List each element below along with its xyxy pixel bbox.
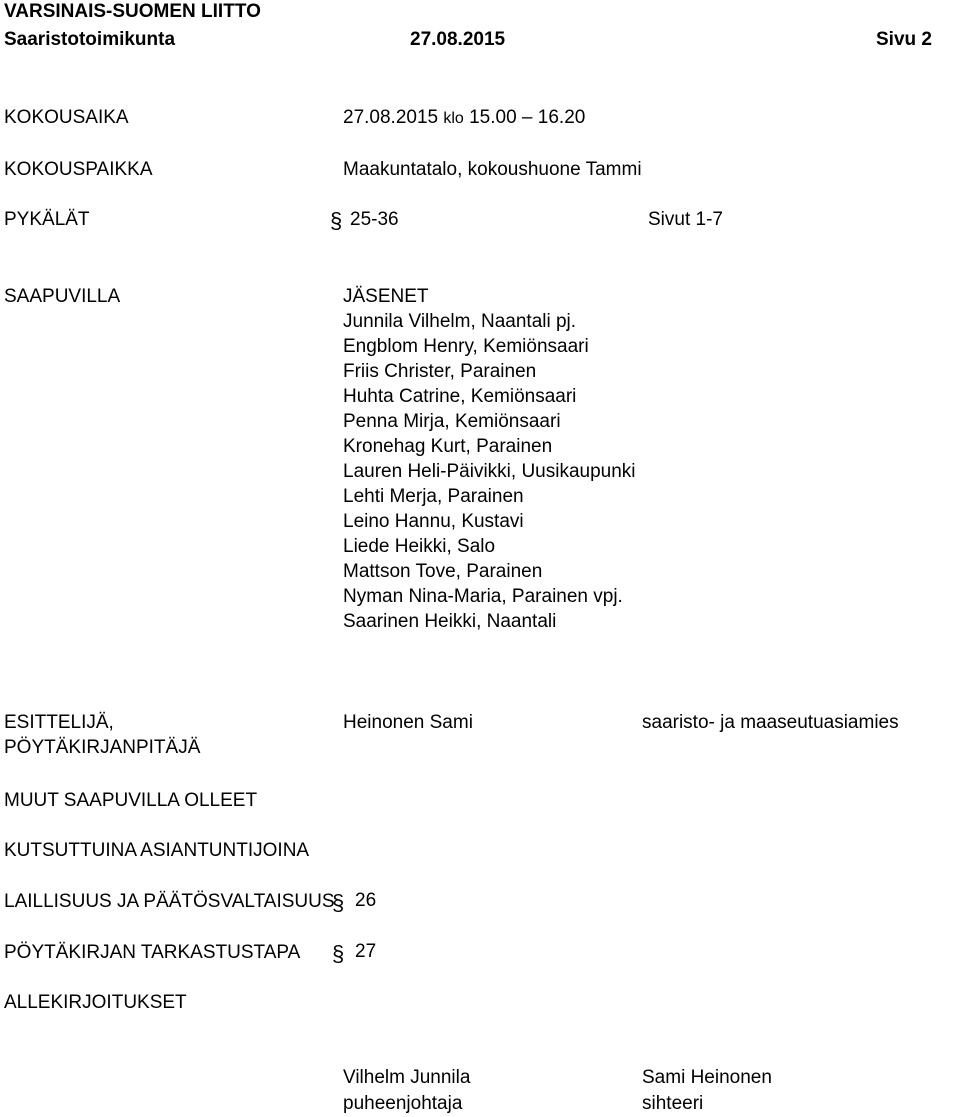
legality-label: LAILLISUUS JA PÄÄTÖSVALTAISUUS — [4, 891, 335, 912]
section-sign-icon: § — [332, 941, 345, 966]
member-item: Saarinen Heikki, Naantali — [343, 611, 557, 632]
member-list — [343, 309, 636, 634]
member-item: Lauren Heli-Päivikki, Uusikaupunki — [343, 461, 636, 482]
member-item: Friis Christer, Parainen — [343, 361, 537, 382]
pages-value: Sivut 1-7 — [648, 209, 723, 230]
member-item: Leino Hannu, Kustavi — [343, 511, 524, 532]
meeting-time-label: KOKOUSAIKA — [4, 107, 129, 128]
secretary-role: sihteeri — [642, 1093, 704, 1114]
review-ref: 27 — [355, 941, 377, 962]
member-item: Kronehag Kurt, Parainen — [343, 436, 553, 457]
meeting-date: 27.08.2015 — [343, 107, 439, 128]
sections-label: PYKÄLÄT — [4, 209, 90, 230]
members-title: JÄSENET — [343, 286, 429, 307]
presenter-label-line1: ESITTELIJÄ, — [4, 712, 114, 733]
member-item: Liede Heikki, Salo — [343, 536, 496, 557]
member-item: Engblom Henry, Kemiönsaari — [343, 336, 589, 357]
header-date: 27.08.2015 — [410, 29, 506, 50]
member-item: Junnila Vilhelm, Naantali pj. — [343, 311, 577, 332]
signatures-label: ALLEKIRJOITUKSET — [4, 992, 187, 1013]
section-sign-icon: § — [330, 208, 343, 233]
org-name: VARSINAIS-SUOMEN LIITTO — [4, 1, 261, 22]
member-item: Nyman Nina-Maria, Parainen vpj. — [343, 586, 623, 607]
sections-value: 25-36 — [350, 209, 399, 230]
meeting-place: Maakuntatalo, kokoushuone Tammi — [343, 159, 642, 180]
meeting-time — [343, 108, 585, 127]
committee-name: Saaristotoimikunta — [4, 29, 176, 50]
meeting-place-label: KOKOUSPAIKKA — [4, 159, 153, 180]
chair-role: puheenjohtaja — [343, 1093, 463, 1114]
other-present-label: MUUT SAAPUVILLA OLLEET — [4, 790, 258, 811]
review-label: PÖYTÄKIRJAN TARKASTUSTAPA — [4, 942, 301, 963]
experts-label: KUTSUTTUINA ASIANTUNTIJOINA — [4, 840, 310, 861]
meeting-time-range: 15.00 – 16.20 — [469, 107, 586, 128]
section-sign-icon: § — [332, 890, 345, 915]
member-item: Huhta Catrine, Kemiönsaari — [343, 386, 577, 407]
legality-ref: 26 — [355, 890, 377, 911]
presenter-label-line2: PÖYTÄKIRJANPITÄJÄ — [4, 737, 201, 758]
chair-name: Vilhelm Junnila — [343, 1067, 471, 1088]
meeting-klo: klo — [443, 110, 464, 127]
presenter-title: saaristo- ja maaseutuasiamies — [642, 712, 899, 733]
presenter-name: Heinonen Sami — [343, 712, 473, 733]
member-item: Lehti Merja, Parainen — [343, 486, 524, 507]
member-item: Penna Mirja, Kemiönsaari — [343, 411, 561, 432]
member-item: Mattson Tove, Parainen — [343, 561, 543, 582]
attendance-label: SAAPUVILLA — [4, 286, 121, 307]
secretary-name: Sami Heinonen — [642, 1067, 772, 1088]
page-number: Sivu 2 — [876, 29, 932, 50]
